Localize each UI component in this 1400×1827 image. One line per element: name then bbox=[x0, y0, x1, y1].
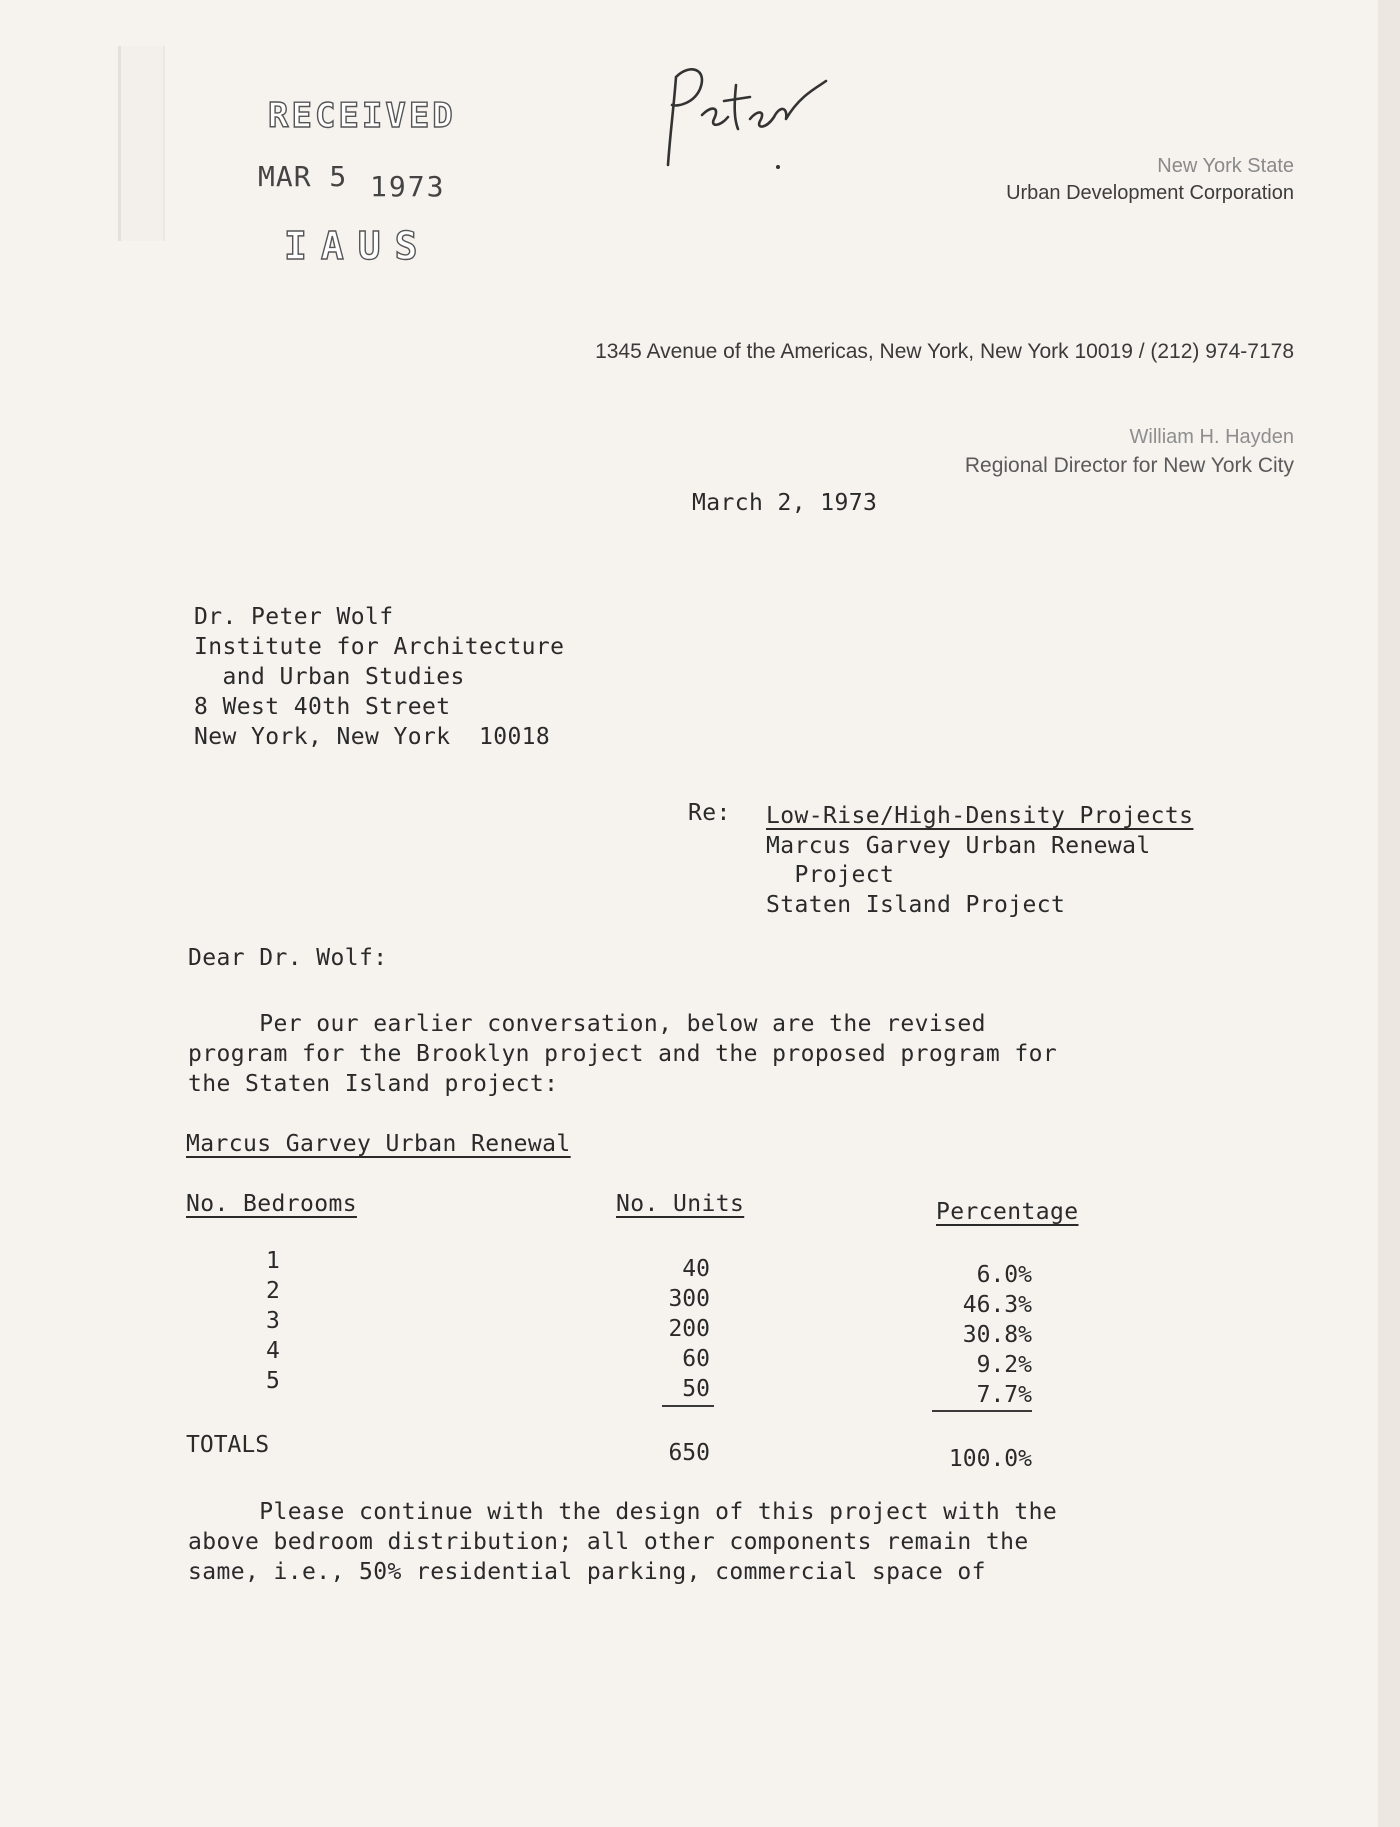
sender-name: William H. Hayden bbox=[1129, 426, 1294, 448]
table-cell-units: 50 bbox=[682, 1376, 710, 1402]
table-cell-percentage: 46.3% bbox=[962, 1292, 1032, 1318]
received-stamp: RECEIVED bbox=[268, 96, 456, 136]
body-paragraph-line: program for the Brooklyn project and the proposed program for bbox=[188, 1041, 1058, 1067]
recipient-line: Dr. Peter Wolf bbox=[194, 604, 394, 630]
body-paragraph-line: the Staten Island project: bbox=[188, 1071, 559, 1097]
page-edge bbox=[1378, 0, 1400, 1827]
table-cell-bedrooms: 2 bbox=[266, 1278, 280, 1304]
column-header-percentage: Percentage bbox=[936, 1199, 1079, 1225]
re-subject-line: Low-Rise/High-Density Projects bbox=[766, 803, 1194, 829]
stamp-year: 1973 bbox=[370, 170, 446, 203]
body-paragraph-line: above bedroom distribution; all other components remain the bbox=[188, 1529, 1029, 1555]
table-cell-percentage: 7.7% bbox=[976, 1382, 1032, 1408]
table-cell-bedrooms: 3 bbox=[266, 1308, 280, 1334]
letter-date: March 2, 1973 bbox=[692, 490, 878, 516]
letterhead-address: 1345 Avenue of the Americas, New York, New York 10019 / (212) 974-7178 bbox=[595, 340, 1294, 363]
body-paragraph-line: Per our earlier conversation, below are the revised bbox=[188, 1011, 986, 1037]
recipient-line: New York, New York 10018 bbox=[194, 724, 551, 750]
table-cell-units: 200 bbox=[668, 1316, 710, 1342]
table-cell-percentage: 30.8% bbox=[962, 1322, 1032, 1348]
recipient-line: and Urban Studies bbox=[194, 664, 465, 690]
sender-title: Regional Director for New York City bbox=[964, 454, 1294, 477]
table-cell-percentage: 6.0% bbox=[976, 1262, 1032, 1288]
table-cell-bedrooms: 5 bbox=[266, 1368, 280, 1394]
paper-clip-mark bbox=[118, 46, 165, 241]
percentage-sum-rule bbox=[932, 1410, 1032, 1412]
totals-percentage: 100.0% bbox=[948, 1446, 1032, 1472]
re-label: Re: bbox=[688, 800, 731, 826]
recipient-line: 8 West 40th Street bbox=[194, 694, 451, 720]
units-sum-rule bbox=[662, 1405, 714, 1407]
re-subject-line: Marcus Garvey Urban Renewal bbox=[766, 833, 1151, 859]
letterhead-state: New York State bbox=[1157, 155, 1294, 177]
table-cell-bedrooms: 4 bbox=[266, 1338, 280, 1364]
table-cell-percentage: 9.2% bbox=[976, 1352, 1032, 1378]
table-cell-units: 300 bbox=[668, 1286, 710, 1312]
salutation: Dear Dr. Wolf: bbox=[188, 945, 388, 971]
body-paragraph-line: Please continue with the design of this project with the bbox=[188, 1499, 1058, 1525]
stamp-date: MAR 5 bbox=[258, 160, 348, 193]
totals-units: 650 bbox=[668, 1440, 710, 1466]
table-cell-units: 40 bbox=[682, 1256, 710, 1282]
table-cell-units: 60 bbox=[682, 1346, 710, 1372]
handwritten-signature bbox=[650, 55, 830, 175]
table-title: Marcus Garvey Urban Renewal bbox=[186, 1131, 571, 1157]
letterhead-organization: Urban Development Corporation bbox=[1006, 182, 1294, 204]
column-header-bedrooms: No. Bedrooms bbox=[186, 1191, 357, 1217]
stamp-org: IAUS bbox=[284, 224, 432, 268]
re-subject-line: Staten Island Project bbox=[766, 892, 1066, 918]
re-subject-line: Project bbox=[766, 862, 895, 888]
table-cell-bedrooms: 1 bbox=[266, 1248, 280, 1274]
recipient-line: Institute for Architecture bbox=[194, 634, 565, 660]
column-header-units: No. Units bbox=[616, 1191, 745, 1217]
body-paragraph-line: same, i.e., 50% residential parking, commercial space of bbox=[188, 1559, 986, 1585]
totals-label: TOTALS bbox=[186, 1432, 270, 1458]
